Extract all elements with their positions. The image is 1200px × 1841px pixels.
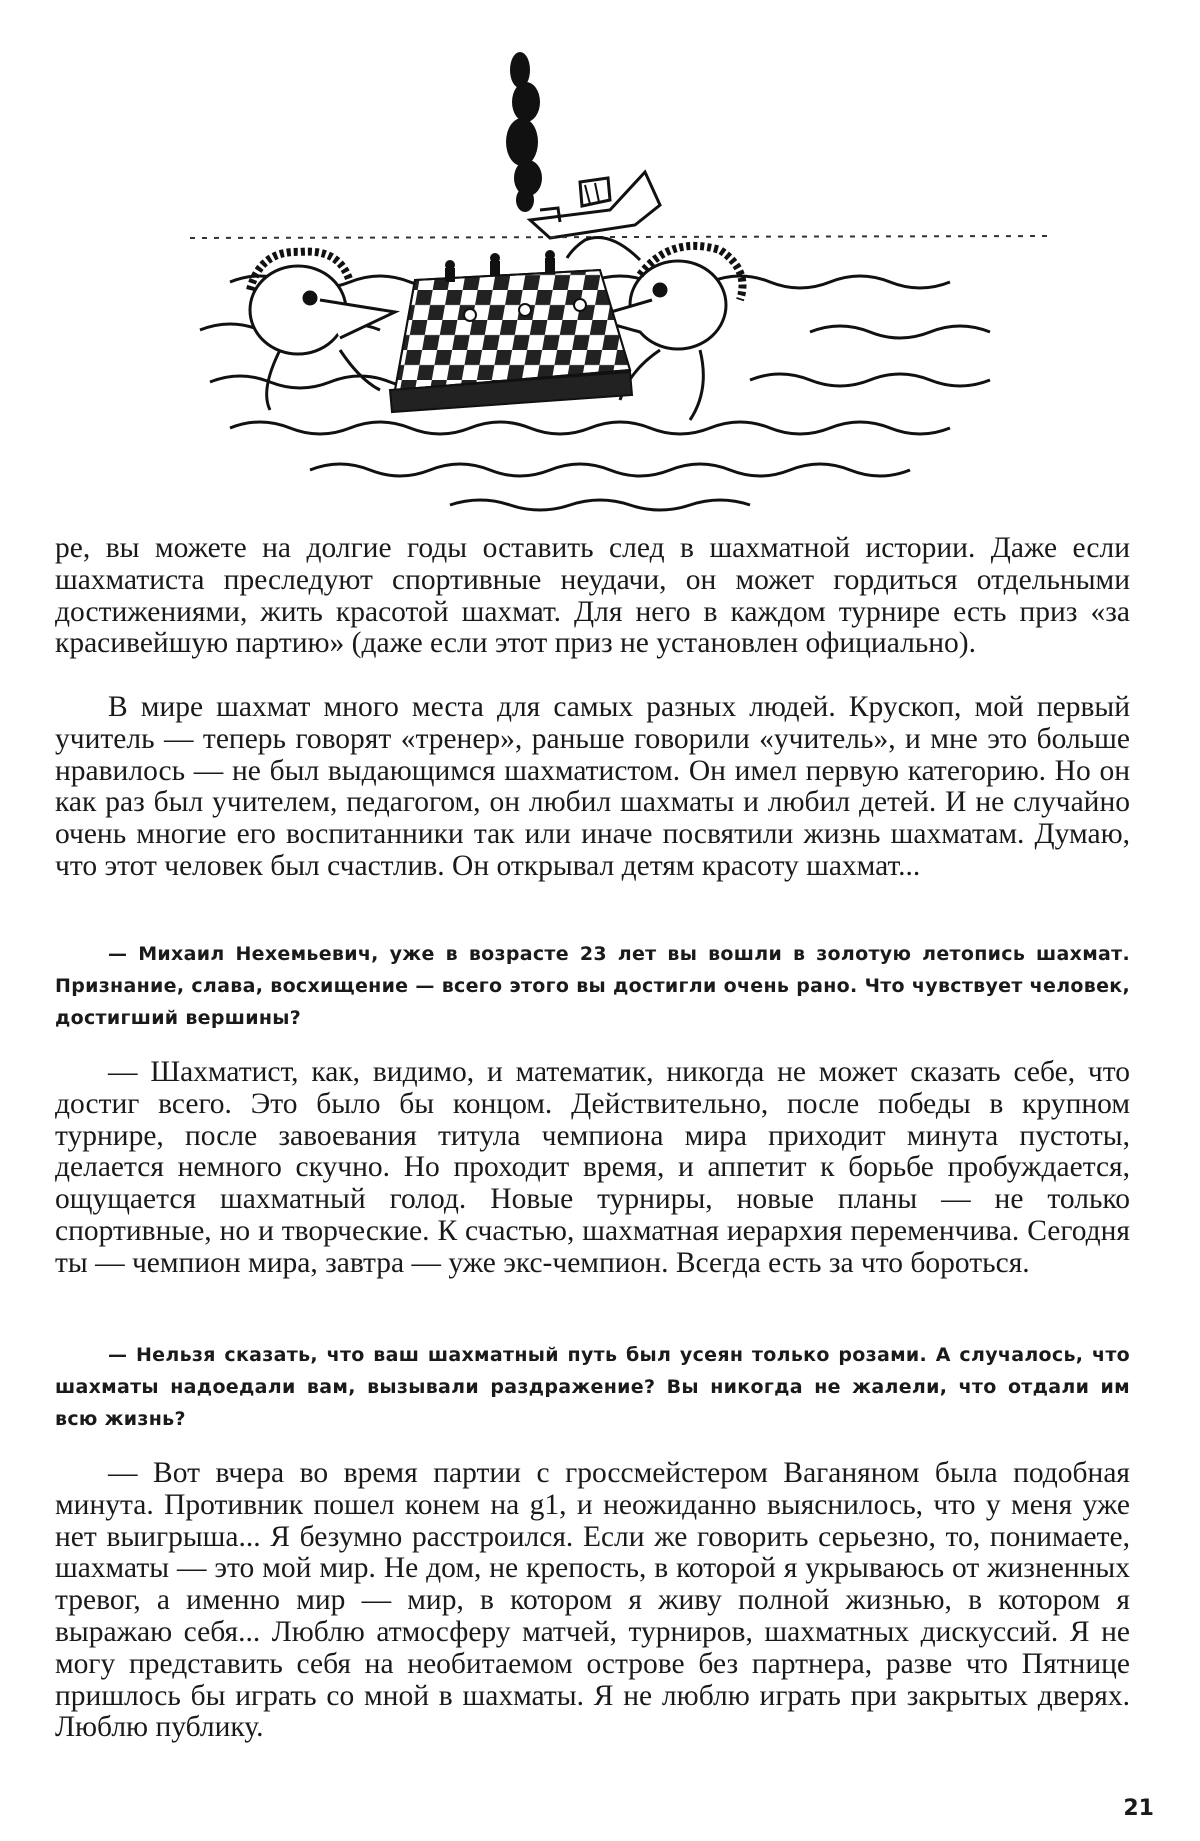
sinking-ship-icon [530, 172, 660, 238]
interview-answer-1: — Шахматист, как, видимо, и математик, никогда не может сказать себе, что достиг всего. Это было бы концом. Действительно, после победы в крупном турнире, после завоевания титула чемпиона мира приходит минута пустоты, делается немного скучно. Но проходит время, и аппетит к борьбе пробуждается, ощущается шахматный голод. Новые турниры, новые планы — не только спортивные, но и творческие. К счастью, шахматная иерархия переменчива. Сегодня ты — чемпион мира, завтра — уже экс-чемпион. Всегда есть за что бороться. [55, 1056, 1130, 1279]
smoke-plume [506, 52, 542, 212]
horizon-line [190, 236, 1050, 238]
chessboard-icon [390, 270, 632, 412]
chess-in-sea-illustration [190, 50, 1050, 530]
page-number: 21 [1123, 1796, 1154, 1821]
paragraph-teacher: В мире шахмат много места для самых разных людей. Крускоп, мой первый учитель — теперь говорят «тренер», раньше говорили «учитель», и мне это больше нравилось — не был выдающимся шахматистом. Он имел первую категорию. Но он как раз был учителем, педагогом, он любил шахматы и любил детей. И не случайно очень многие его воспитанники так или иначе посвятили жизнь шахматам. Думаю, что этот человек был счастлив. Он открывал детям красоту шахмат... [55, 691, 1130, 882]
paragraph-continuation: ре, вы можете на долгие годы оставить след в шахматной истории. Даже если шахматиста преследуют спортивные неудачи, он может гордиться отдельными достижениями, жить красотой шахмат. Для него в каждом турнире есть приз «за красивейшую партию» (даже если этот приз не установлен официально). [55, 532, 1130, 660]
interview-answer-2: — Вот вчера во время партии с гроссмейстером Ваганяном была подобная минута. Противник пошел конем на g1, и неожиданно выяснилось, что у меня уже нет выигрыша... Я безумно расстроился. Если же говорить серьезно, то, понимаете, шахматы — это мой мир. Не дом, не крепость, в которой я укрываюсь от жизненных тревог, а именно мир — мир, в котором я живу полной жизнью, в котором я выражаю себя... Люблю атмосферу матчей, турниров, шахматных дискуссий. Я не могу представить себя на необитаемом острове без партнера, разве что Пятнице пришлось бы играть со мной в шахматы. Я не люблю играть при закрытых дверях. Люблю публику. [55, 1457, 1130, 1744]
interview-question-2: — Нельзя сказать, что ваш шахматный путь был усеян только розами. А случалось, что шахматы надоедали вам, вызывали раздражение? Вы никогда не жалели, что отдали им всю жизнь? [55, 1344, 1130, 1430]
interview-question-1: — Михаил Нехемьевич, уже в возрасте 23 лет вы вошли в золотую летопись шахмат. Признание, слава, восхищение — всего этого вы достигли очень рано. Что чувствует человек, достигший вершины? [55, 943, 1130, 1029]
